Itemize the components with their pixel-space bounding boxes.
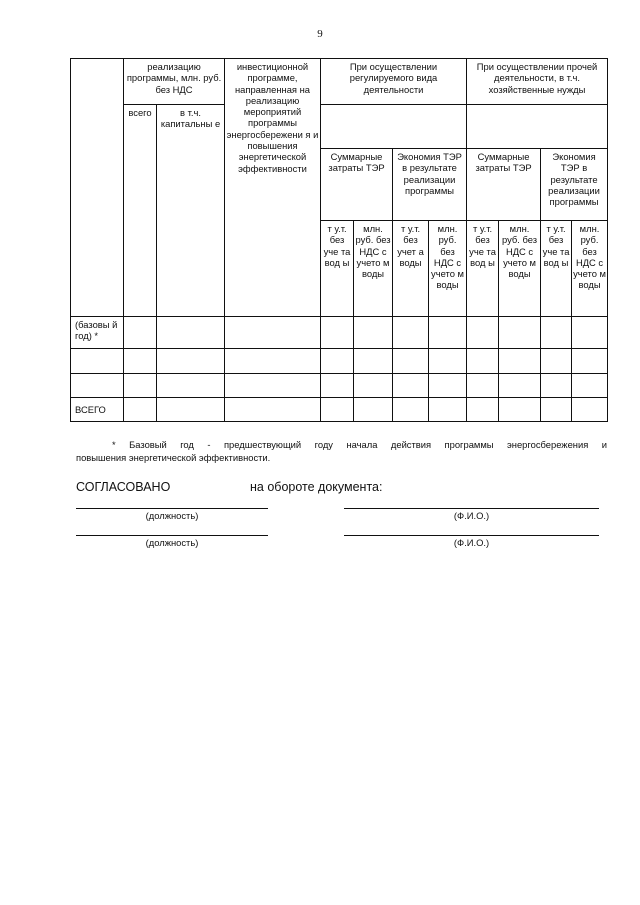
regulated-total-ter-header: Суммарные затраты ТЭР [321, 149, 393, 221]
table-row [71, 398, 608, 422]
name-caption: (Ф.И.О.) [453, 537, 490, 548]
row-label: ВСЕГО [71, 398, 124, 422]
unit-tut-header: т у.т. без учет а воды [393, 221, 429, 317]
table-row [71, 317, 608, 349]
other-saving-ter-header: Экономия ТЭР в результате реализации программы [541, 149, 608, 221]
row-label [71, 374, 124, 398]
table-row [71, 374, 608, 398]
other-spacer [467, 105, 608, 149]
regulated-spacer [321, 105, 467, 149]
energy-saving-table [70, 58, 608, 422]
unit-mln-header: млн. руб. без НДС с учето м воды [429, 221, 467, 317]
name-caption: (Ф.И.О.) [453, 510, 490, 521]
unit-tut-header: т у.т. без уче та вод ы [541, 221, 572, 317]
investment-header: инвестиционной программе, направленная на реализацию мероприятий программы энергосбережени я и повышения энергетической эффективности [225, 59, 321, 317]
row-label: (базовы й год) * [71, 317, 124, 349]
other-activity-header: При осуществлении прочей деятельности, в т.ч. хозяйственные нужды [467, 59, 608, 105]
unit-tut-header: т у.т. без уче та вод ы [321, 221, 354, 317]
agreed-note: на обороте документа: [250, 480, 383, 494]
footnote [76, 438, 607, 464]
unit-mln-header: млн. руб. без НДС с учето м воды [499, 221, 541, 317]
footnote-line: повышения энергетической эффективности. [76, 452, 271, 463]
position-caption: (должность) [145, 510, 199, 521]
signature-line-name [344, 535, 599, 536]
regulated-saving-ter-header: Экономия ТЭР в результате реализации программы [393, 149, 467, 221]
other-total-ter-header: Суммарные затраты ТЭР [467, 149, 541, 221]
unit-mln-header: млн. руб. без НДС с учето м воды [354, 221, 393, 317]
signature-line-position [76, 535, 268, 536]
sales-header: реализацию программы, млн. руб. без НДС [124, 59, 225, 105]
row-label [71, 349, 124, 374]
row-label-header [71, 59, 124, 317]
agreed-heading: СОГЛАСОВАНО [76, 480, 171, 494]
unit-mln-header: млн. руб. без НДС с учето м воды [572, 221, 608, 317]
page-number: 9 [317, 28, 323, 40]
capital-header: в т.ч. капитальны е [157, 105, 225, 317]
signature-line-name [344, 508, 599, 509]
total-header: всего [124, 105, 157, 317]
footnote-line: * Базовый год - предшествующий году начала действия программы энергосбережения и [112, 439, 607, 450]
regulated-activity-header: При осуществлении регулируемого вида деятельности [321, 59, 467, 105]
signature-line-position [76, 508, 268, 509]
unit-tut-header: т у.т. без уче та вод ы [467, 221, 499, 317]
position-caption: (должность) [145, 537, 199, 548]
table-row [71, 349, 608, 374]
